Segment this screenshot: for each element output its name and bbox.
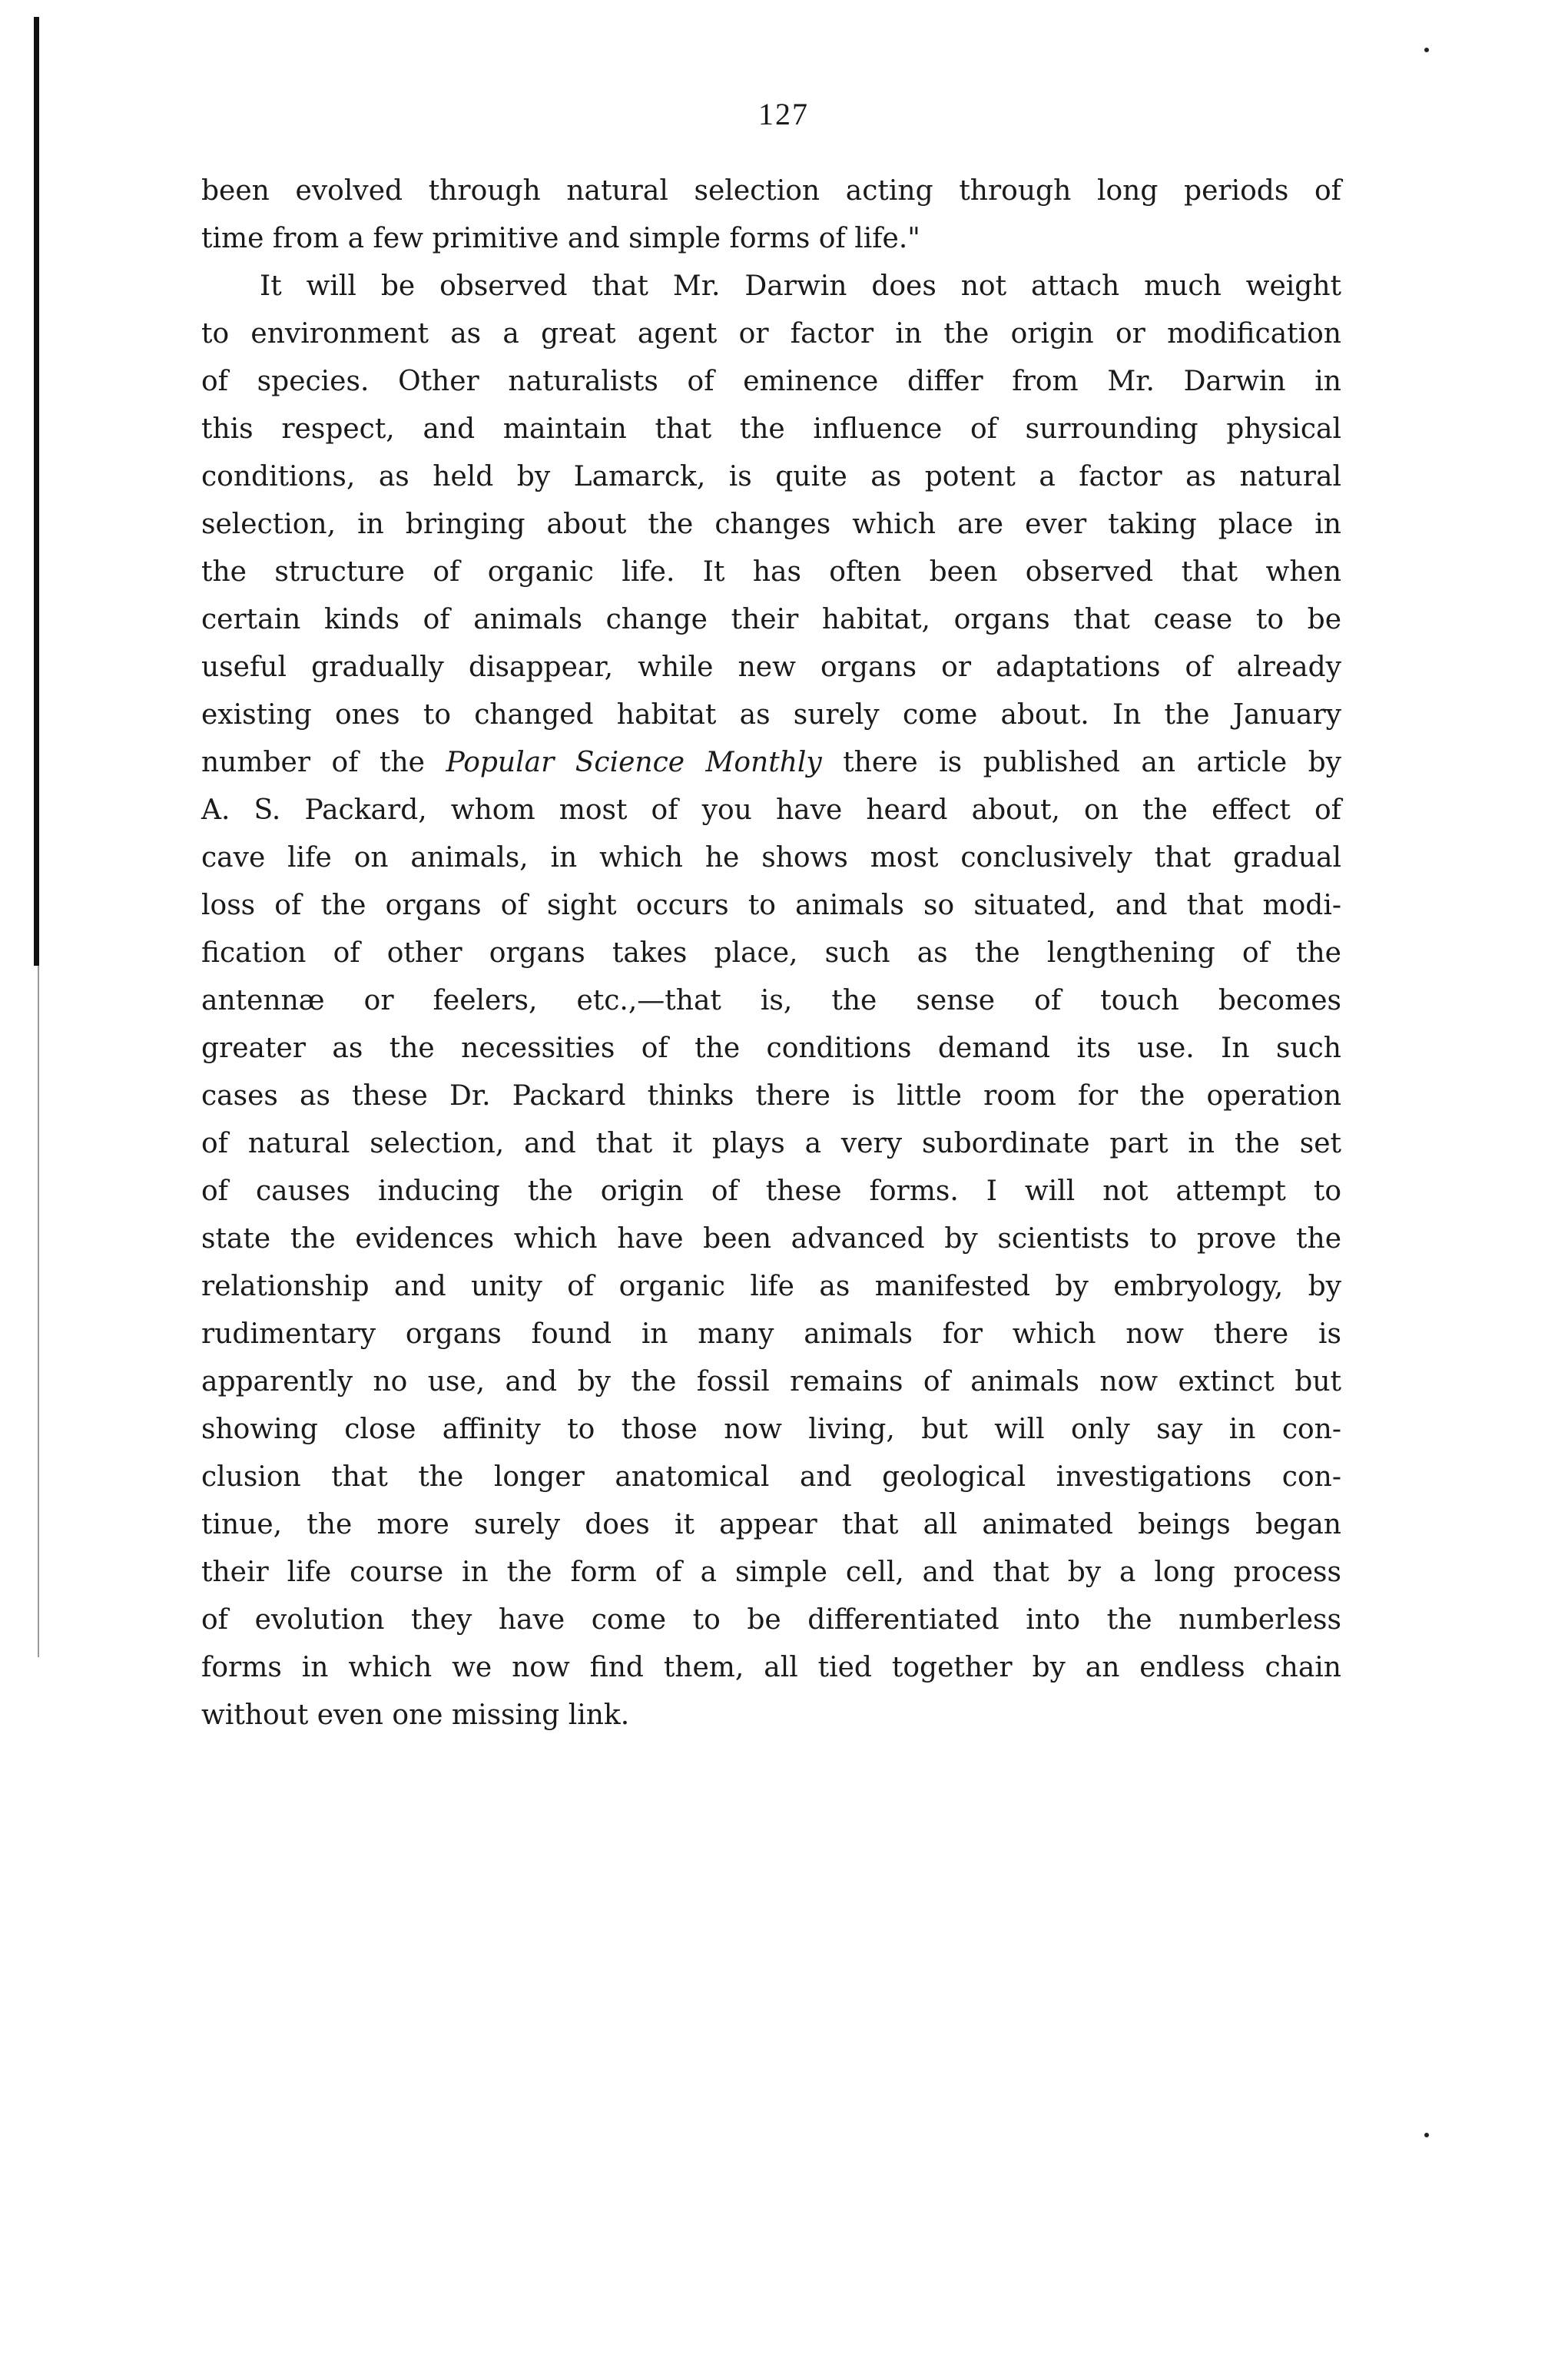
- text-line: greater as the necessities of the conditions demand its use. In such: [201, 1033, 1341, 1064]
- binding-edge-rule: [34, 17, 39, 966]
- text-line: of species. Other naturalists of eminence differ from Mr. Darwin in: [201, 366, 1341, 397]
- text-line: of evolution they have come to be differentiated into the numberless: [201, 1604, 1341, 1636]
- text-line: cave life on animals, in which he shows most conclusively that gradual: [201, 842, 1341, 874]
- text-fragment: number of the: [201, 747, 446, 778]
- text-line: to environment as a great agent or factor in the origin or modification: [201, 318, 1341, 350]
- text-line: time from a few primitive and simple forms of life.": [201, 223, 920, 254]
- body-text: [201, 167, 1341, 1739]
- text-line: It will be observed that Mr. Darwin does not attach much weight: [260, 270, 1341, 302]
- text-line: selection, in bringing about the changes which are ever taking place in: [201, 509, 1341, 540]
- text-line: clusion that the longer anatomical and geological investigations con-: [201, 1461, 1341, 1493]
- text-line: apparently no use, and by the fossil remains of animals now extinct but: [201, 1366, 1341, 1398]
- text-line: this respect, and maintain that the influence of surrounding physical: [201, 413, 1341, 445]
- text-line: their life course in the form of a simple cell, and that by a long process: [201, 1557, 1341, 1588]
- text-line: antennæ or feelers, etc.,—that is, the sense of touch becomes: [201, 985, 1341, 1016]
- text-line: useful gradually disappear, while new organs or adaptations of already: [201, 652, 1341, 683]
- text-line: showing close affinity to those now living, but will only say in con-: [201, 1414, 1341, 1445]
- page-number: 127: [758, 97, 809, 131]
- text-line: fication of other organs takes place, such as the lengthening of the: [201, 937, 1341, 969]
- text-line: relationship and unity of organic life as manifested by embryology, by: [201, 1271, 1341, 1302]
- text-line: of causes inducing the origin of these forms. I will not attempt to: [201, 1175, 1341, 1207]
- text-line: of natural selection, and that it plays a very subordinate part in the set: [201, 1128, 1341, 1159]
- periodical-title: Popular Science Monthly: [446, 747, 822, 778]
- text-line: existing ones to changed habitat as surely come about. In the January: [201, 699, 1341, 731]
- scan-speck-bottom: [1424, 2133, 1429, 2137]
- scan-speck-top: [1424, 48, 1429, 52]
- text-line: forms in which we now find them, all tied together by an endless chain: [201, 1652, 1341, 1683]
- text-line: certain kinds of animals change their habitat, organs that cease to be: [201, 604, 1341, 635]
- text-line: rudimentary organs found in many animals for which now there is: [201, 1318, 1341, 1350]
- text-line: the structure of organic life. It has often been observed that when: [201, 556, 1341, 588]
- text-line: state the evidences which have been advanced by scientists to prove the: [201, 1223, 1341, 1255]
- text-line: A. S. Packard, whom most of you have heard about, on the effect of: [201, 794, 1341, 826]
- text-line: been evolved through natural selection acting through long periods of: [201, 175, 1341, 207]
- text-line: loss of the organs of sight occurs to animals so situated, and that modi-: [201, 890, 1341, 921]
- binding-edge-rule-faint: [38, 966, 39, 1657]
- text-line: without even one missing link.: [201, 1699, 630, 1731]
- text-line: tinue, the more surely does it appear that all animated beings began: [201, 1509, 1341, 1540]
- text-line-with-italic: [201, 739, 1341, 787]
- text-line: cases as these Dr. Packard thinks there is little room for the operation: [201, 1080, 1341, 1112]
- text-line: conditions, as held by Lamarck, is quite as potent a factor as natural: [201, 461, 1341, 492]
- text-fragment: there is published an article by: [821, 747, 1341, 778]
